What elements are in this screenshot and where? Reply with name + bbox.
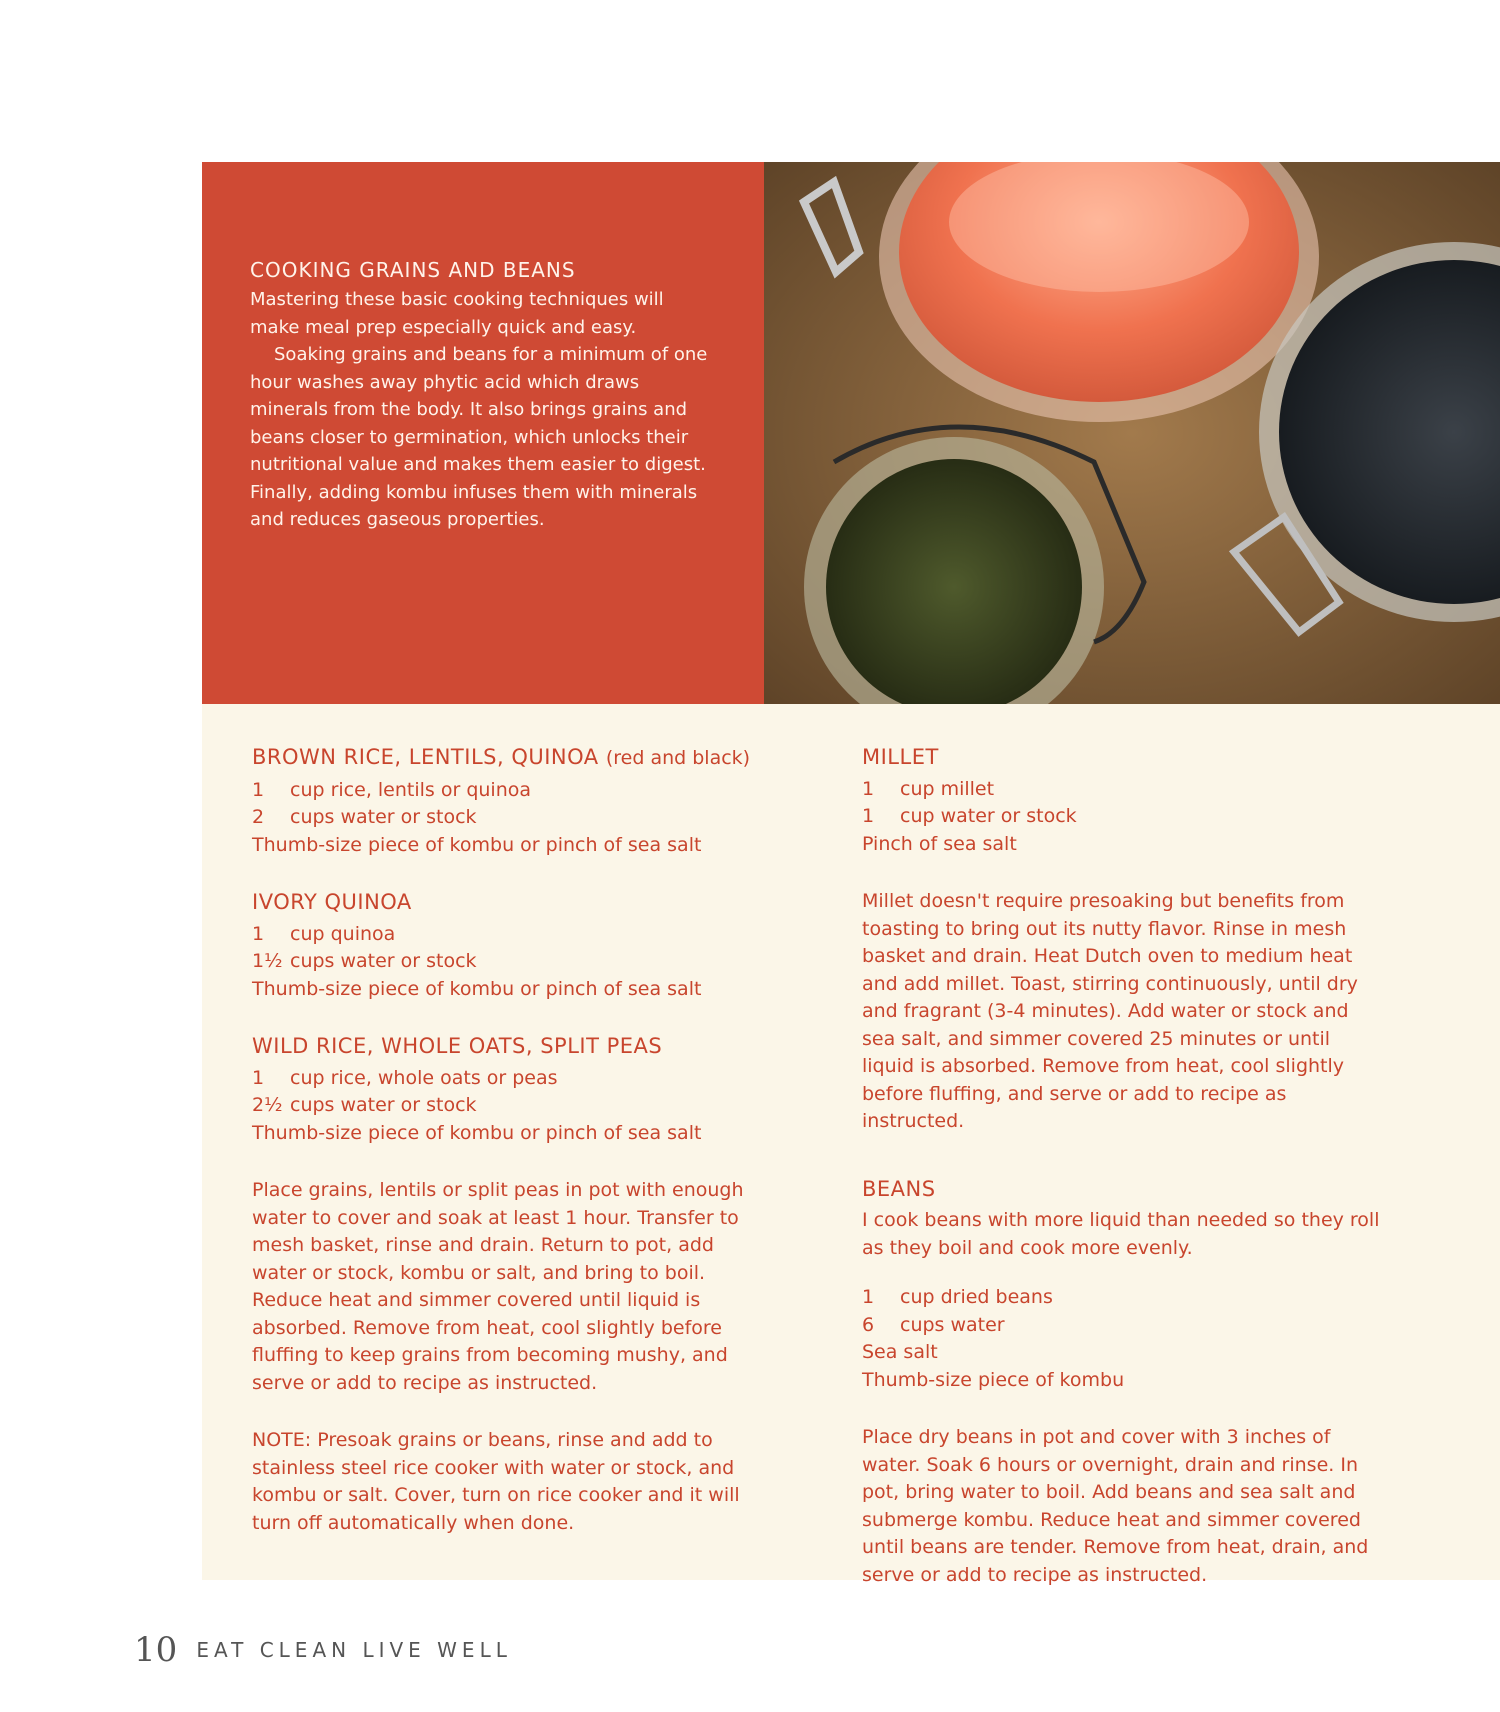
brown-rice-title: BROWN RICE, LENTILS, QUINOA: [252, 745, 599, 769]
ingredient-list: [252, 1065, 772, 1148]
ingredient-item: [252, 777, 772, 805]
ingredient-item: [252, 1092, 772, 1120]
millet-recipe: [862, 744, 1382, 858]
page-number: 10: [134, 1630, 178, 1670]
ingredient-text: cups water or stock: [290, 1094, 477, 1116]
intro-title: COOKING GRAINS AND BEANS: [250, 258, 576, 282]
ingredient-item: [252, 921, 772, 949]
ingredient-text: cup quinoa: [290, 922, 396, 945]
beans-intro: I cook beans with more liquid than needed so they roll as they boil and cook more evenly.: [862, 1209, 1380, 1259]
ingredient-extra: Thumb-size piece of kombu or pinch of sea salt: [252, 977, 702, 1000]
rice-cooker-note: NOTE: Presoak grains or beans, rinse and add to stainless steel rice cooker with water or stock, and kombu or salt. Cover, turn on rice cooker and it will turn off automatically when done.: [252, 1429, 740, 1534]
intro-paragraph-2: Soaking grains and beans for a minimum of one hour washes away phytic acid which draws minerals from the body. It also brings grains and beans closer to germination, which unlocks their nutritional value and makes them easier to digest. Finally, adding kombu infuses them with minerals and reduces gaseous properties.: [250, 344, 708, 530]
ingredient-item: [862, 1284, 1382, 1312]
ingredient-extra: Sea salt: [862, 1341, 938, 1363]
grains-method: Place grains, lentils or split peas in pot with enough water to cover and soak at least 1 hour. Transfer to mesh basket, rinse and drain. Return to pot, add water or stock, kombu or salt, and bring to boil. Reduce heat and simmer covered until liquid is absorbed. Remove from heat, cool slightly before fluffing to keep grains from becoming mushy, and serve or add to recipe as instructed.: [252, 1179, 744, 1394]
ingredient-extra: Pinch of sea salt: [862, 832, 1017, 855]
brown-rice-qualifier: (red and black): [605, 747, 751, 769]
ingredient-item: [862, 776, 1382, 804]
millet-title: MILLET: [862, 745, 939, 769]
ingredient-item: [862, 803, 1382, 831]
ingredient-qty: 1: [252, 1066, 265, 1089]
ivory-quinoa-title: IVORY QUINOA: [252, 890, 412, 914]
ingredient-qty: 1: [862, 777, 875, 800]
millet-method: Millet doesn't require presoaking but benefits from toasting to bring out its nutty flavor. Rinse in mesh basket and drain. Heat Dutch oven to medium heat and add millet. Toast, stirring continuously, until dry and fragrant (3-4 minutes). Add water or stock and sea salt, and simmer covered 25 minutes or until liquid is absorbed. Remove from heat, cool slightly before fluffing, and serve or add to recipe as instructed.: [862, 890, 1358, 1132]
ingredient-list: [862, 1284, 1382, 1394]
ingredient-extra: Thumb-size piece of kombu: [862, 1368, 1125, 1391]
ingredient-text: cup water or stock: [900, 805, 1077, 827]
intro-paragraph-1: Mastering these basic cooking techniques will make meal prep especially quick and easy.: [250, 289, 664, 338]
ingredient-text: cup millet: [900, 777, 995, 800]
page-footer: [134, 1630, 512, 1670]
ingredient-qty: 1: [862, 1286, 875, 1308]
ingredient-item: [862, 1312, 1382, 1340]
jars-illustration: [764, 162, 1500, 704]
ingredient-list: [252, 921, 772, 1004]
left-column: [252, 744, 772, 1567]
ingredient-text: cups water or stock: [290, 806, 477, 828]
ivory-quinoa-recipe: [252, 889, 772, 1003]
brown-rice-recipe: [252, 744, 772, 859]
ingredient-qty: 2: [252, 806, 265, 828]
beans-method: Place dry beans in pot and cover with 3 inches of water. Soak 6 hours or overnight, drain and rinse. In pot, bring water to boil. Add beans and sea salt and submerge kombu. Reduce heat and simmer covered until beans are tender. Remove from heat, drain, and serve or add to recipe as instructed.: [862, 1426, 1369, 1586]
ingredient-text: cup dried beans: [900, 1286, 1053, 1308]
ingredient-text: cups water or stock: [290, 950, 477, 972]
ingredient-item: [252, 948, 772, 976]
ingredient-qty: 1: [862, 805, 875, 827]
ingredient-qty: 2½: [252, 1094, 283, 1116]
ingredient-list: [862, 776, 1382, 859]
ingredient-text: cup rice, lentils or quinoa: [290, 778, 532, 801]
ingredient-text: cup rice, whole oats or peas: [290, 1066, 558, 1089]
right-column: [862, 744, 1382, 1619]
ingredient-extra: Thumb-size piece of kombu or pinch of sea salt: [252, 1121, 702, 1144]
wild-rice-recipe: [252, 1033, 772, 1147]
ingredient-list: [252, 777, 772, 860]
ingredient-item: [252, 804, 772, 832]
ingredient-extra: Thumb-size piece of kombu or pinch of sea salt: [252, 833, 702, 856]
ingredient-qty: 1: [252, 922, 265, 945]
section-title: [252, 744, 772, 773]
ingredient-qty: 6: [862, 1313, 875, 1336]
book-title: EAT CLEAN LIVE WELL: [196, 1638, 512, 1662]
ingredient-item: [252, 1065, 772, 1093]
ingredient-text: cups water: [900, 1313, 1005, 1336]
ingredient-qty: 1½: [252, 950, 283, 972]
intro-box: [202, 162, 764, 704]
jars-of-lentils-photo: [764, 162, 1500, 704]
beans-recipe: [862, 1176, 1382, 1395]
ingredient-qty: 1: [252, 778, 265, 801]
beans-title: BEANS: [862, 1176, 936, 1201]
wild-rice-title: WILD RICE, WHOLE OATS, SPLIT PEAS: [252, 1034, 663, 1058]
